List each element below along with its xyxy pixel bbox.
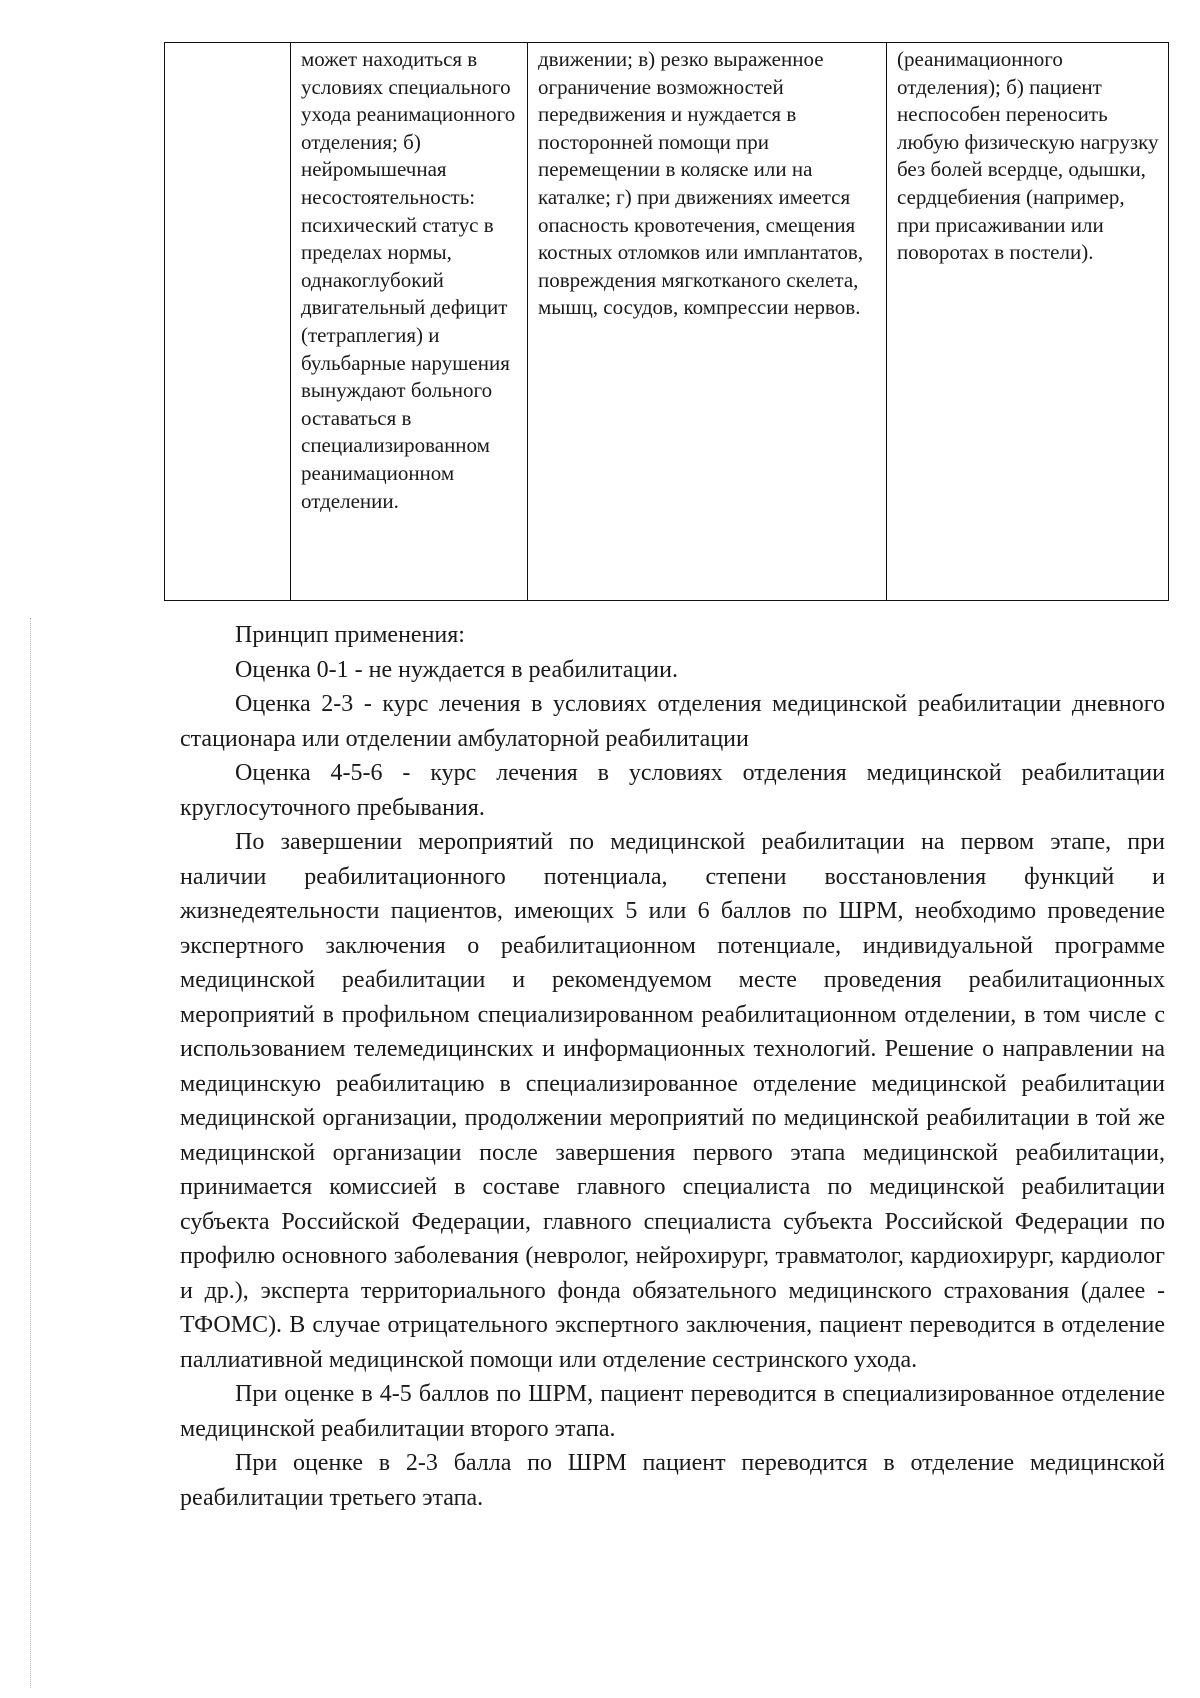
score-2-3-transfer-paragraph: При оценке в 2-3 балла по ШРМ пациент переводится в отделение медицинской реабилитации третьего этапа. <box>180 1450 1165 1511</box>
body-text <box>180 618 1165 1515</box>
table-cell-score <box>165 43 291 601</box>
expert-conclusion-paragraph: По завершении мероприятий по медицинской реабилитации на первом этапе, при наличии реабилитационного потенциала, степени восстановления функций и жизнедеятельности пациентов, имеющих 5 или 6 баллов по ШРМ, необходимо проведение экспертного заключения о реабилитационном потенциале, индивидуальной программе медицинской реабилитации и рекомендуемом месте проведения реабилитационных мероприятий в профильном специализированном реабилитационном отделении, в том числе с использованием телемедицинских и информационных технологий. Решение о направлении на медицинскую реабилитацию в специализированное отделение медицинской реабилитации медицинской организации, продолжении мероприятий по медицинской реабилитации в той же медицинской организации после завершения первого этапа медицинской реабилитации, принимается комиссией в составе главного специалиста по медицинской реабилитации субъекта Российской Федерации, главного специалиста субъекта Российской Федерации по профилю основного заболевания (невролог, нейрохирург, травматолог, кардиохирург, кардиолог и др.), эксперта территориального фонда обязательного медицинского страхования (далее - ТФОМС). В случае отрицательного экспертного заключения, пациент переводится в отделение паллиативной медицинской помощи или отделение сестринского ухода. <box>180 829 1165 1373</box>
table-cell-description: может находиться в условиях специального ухода реанимационного отделения; б) нейромышечная несостоятельность: психический статус в пределах нормы, однакоглубокий двигательный дефицит (тетраплегия) и бульбарные нарушения вынуждают больного оставаться в специализированном реанимационном отделении. <box>291 43 528 601</box>
score-2-3-paragraph: Оценка 2-3 - курс лечения в условиях отделения медицинской реабилитации дневного стационара или отделении амбулаторной реабилитации <box>180 691 1165 752</box>
principle-heading: Принцип применения: <box>235 622 465 648</box>
scan-margin-line <box>30 618 31 1688</box>
score-0-1-paragraph: Оценка 0-1 - не нуждается в реабилитации. <box>235 656 678 683</box>
table-row <box>165 43 1169 601</box>
table-cell-load: (реанимационного отделения); б) пациент неспособен переносить любую физическую нагрузку без болей всердце, одышки, сердцебиения (например, при присаживании или поворотах в постели). <box>887 43 1169 601</box>
criteria-table <box>164 42 1169 601</box>
score-4-5-transfer-paragraph: При оценке в 4-5 баллов по ШРМ, пациент переводится в специализированное отделение медицинской реабилитации второго этапа. <box>180 1381 1165 1442</box>
table-cell-mobility: движении; в) резко выраженное ограничение возможностей передвижения и нуждается в посторонней помощи при перемещении в коляске или на каталке; г) при движениях имеется опасность кровотечения, смещения костных отломков или имплантатов, повреждения мягкотканого скелета, мышц, сосудов, компрессии нервов. <box>528 43 887 601</box>
score-4-5-6-paragraph: Оценка 4-5-6 - курс лечения в условиях отделения медицинской реабилитации круглосуточного пребывания. <box>180 760 1165 821</box>
